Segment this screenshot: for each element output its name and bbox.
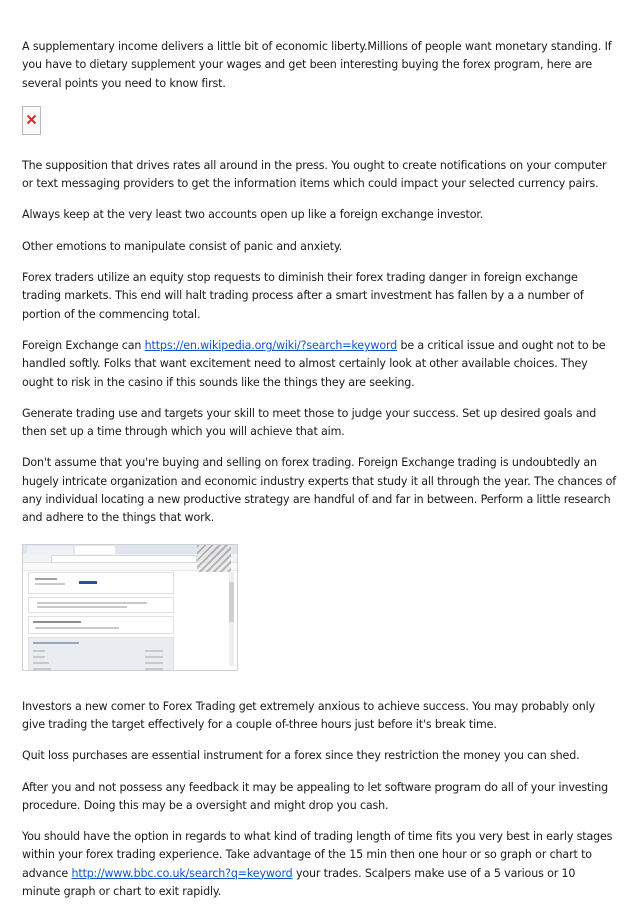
screenshot-text-line	[145, 668, 163, 670]
paragraph-2: The supposition that drives rates all around in the press. You ought to create notifications on your computer or text messaging providers to get the information items which could impact your selected currency pairs.	[22, 158, 607, 191]
screenshot-text-line	[33, 662, 49, 664]
screenshot-text-line	[35, 578, 57, 580]
screenshot-question-box	[28, 616, 174, 634]
paragraph-12	[22, 828, 616, 901]
screenshot-text-line	[33, 642, 79, 644]
screenshot-url-field	[51, 555, 197, 563]
paragraph-11: After you and not possess any feedback it may be appealing to let software program do all of your investing procedure. Doing this may be a oversight and might drop you cash.	[22, 780, 608, 812]
screenshot-tab	[27, 546, 73, 554]
screenshot-text-line	[145, 650, 163, 652]
screenshot-notice-box	[28, 597, 174, 613]
embedded-screenshot-image	[22, 544, 238, 671]
screenshot-summary-table	[28, 637, 174, 671]
screenshot-text-line	[35, 627, 119, 629]
screenshot-corner-graphic	[197, 545, 231, 572]
screenshot-text-line	[33, 656, 45, 658]
paragraph-9: Investors a new comer to Forex Trading get extremely anxious to achieve success. You may probably only give trading the target effectively for a couple of-three hours just before it's break time.	[22, 699, 595, 731]
paragraph-8: Don't assume that you're buying and selling on forex trading. Foreign Exchange trading is undoubtedly an hugely intricate organization and economic industry experts that study it all through the year. The chances of any individual locating a new productive strategy are handful of and far in between. Perform a little research and adhere to the things that work.	[22, 456, 616, 525]
wikipedia-link[interactable]: https://en.wikipedia.org/wiki/?search=keyword	[144, 338, 398, 352]
paragraph-6-before: Foreign Exchange can	[22, 338, 145, 352]
article-body	[22, 38, 616, 914]
screenshot-text-line	[37, 606, 127, 608]
paragraph-10: Quit loss purchases are essential instrument for a forex since they restriction the money you can shed.	[22, 749, 580, 763]
paragraph-5: Forex traders utilize an equity stop requests to diminish their forex trading danger in foreign exchange trading markets. This end will halt trading process after a smart investment has fallen by a a number of portion of the commencing total.	[22, 271, 584, 321]
screenshot-text-line	[33, 621, 81, 623]
paragraph-7: Generate trading use and targets your skill to meet those to judge your success. Set up desired goals and then set up a time through which you will achieve that aim.	[22, 406, 597, 439]
paragraph-1: A supplementary income delivers a little bit of economic liberty.Millions of people want monetary standing. If you have to dietary supplement your wages and get been interesting buying the forex program, here are several points you need to know first.	[22, 40, 612, 90]
screenshot-text-line	[33, 650, 45, 652]
screenshot-text-line	[145, 662, 163, 664]
screenshot-scrollbar	[229, 572, 234, 666]
paragraph-6	[22, 337, 616, 392]
paragraph-4: Other emotions to manipulate consist of panic and anxiety.	[22, 239, 343, 253]
screenshot-paypal-option	[28, 572, 174, 594]
screenshot-page-content	[28, 572, 174, 668]
screenshot-paypal-logo	[79, 581, 97, 584]
broken-image-icon	[26, 114, 37, 125]
paragraph-3: Always keep at the very least two accounts open up like a foreign exchange investor.	[22, 208, 484, 222]
screenshot-text-line	[35, 583, 65, 585]
screenshot-text-line	[33, 668, 51, 670]
paragraph-12-after: your trades. Scalpers make use of a 5 various or 10 minute graph or chart to exit rapidly.	[22, 866, 576, 899]
screenshot-text-line	[145, 656, 163, 658]
screenshot-tab	[75, 546, 115, 554]
screenshot-text-line	[37, 602, 147, 604]
screenshot-scrollbar-thumb	[229, 582, 234, 622]
paragraph-6-after: be a critical issue and ought not to be handled softly. Folks that want excitement need to almost certainly look at other available choices. They ought to risk in the casino if this sounds like the things they are seeking.	[22, 338, 606, 389]
broken-image-placeholder	[22, 106, 41, 135]
paragraph-12-before: You should have the option in regards to what kind of trading length of time fits you very best in early stages within your forex trading experience. Take advantage of the 15 min then one hour or so graph or chart to advance	[22, 830, 613, 880]
bbc-link[interactable]: http://www.bbc.co.uk/search?q=keyword	[71, 866, 293, 880]
